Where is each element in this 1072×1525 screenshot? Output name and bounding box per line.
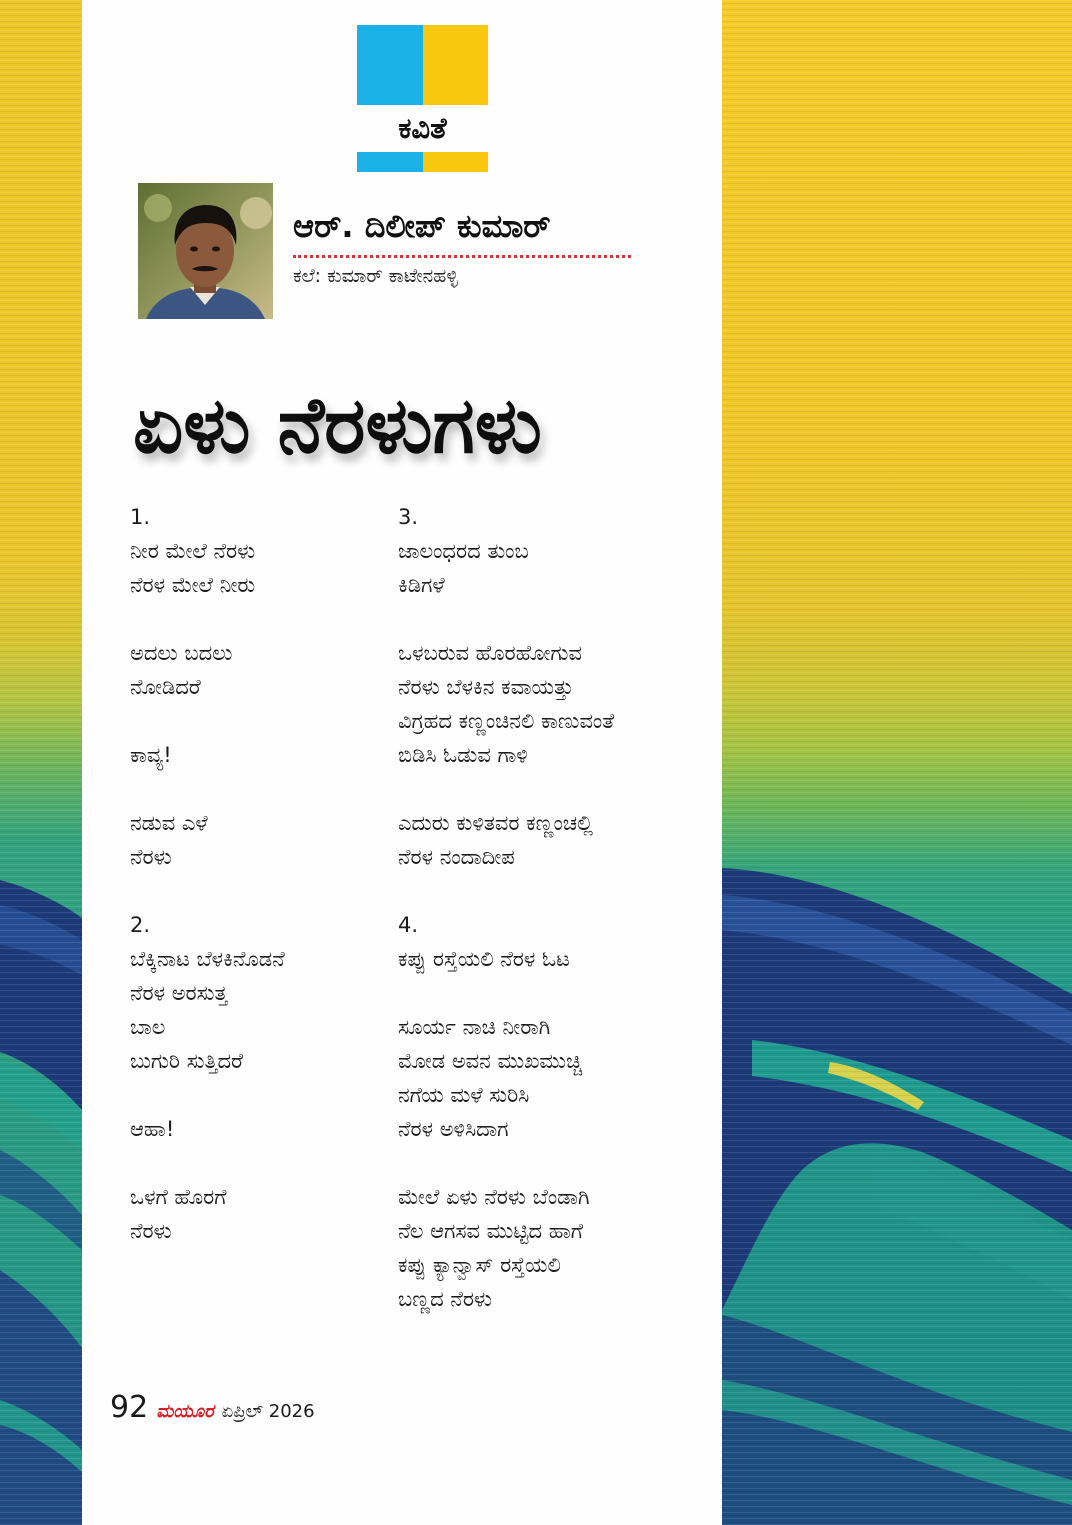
section-number: 2. xyxy=(130,913,151,937)
poem-line: ನೆರಳ ನಂದಾದೀಪ xyxy=(398,845,515,869)
issue-date: ಏಪ್ರಿಲ್ 2026 xyxy=(221,1401,315,1422)
poem-line: ನೀರ ಮೇಲೆ ನೆರಳು xyxy=(130,539,256,563)
section-number: 1. xyxy=(130,505,151,529)
stanza xyxy=(130,738,392,772)
poem-line: ನೆರಳು xyxy=(130,845,172,869)
page-footer xyxy=(110,1390,315,1430)
photo-foliage xyxy=(240,197,272,229)
poem-line: ನಗೆಯ ಮಳೆ ಸುರಿಸಿ xyxy=(398,1083,530,1107)
poem-line: ಆಹಾ! xyxy=(130,1117,175,1141)
poem-line: ನೆರಳ ಅಳಿಸಿದಾಗ xyxy=(398,1117,509,1141)
poem-line: ಕಪ್ಪು ಕ್ಯಾನ್ವಾಸ್ ರಸ್ತೆಯಲಿ xyxy=(398,1253,561,1277)
poem-line: ನೆಲ ಆಗಸವ ಮುಟ್ಟಿದ ಹಾಗೆ xyxy=(398,1219,583,1243)
art-credit: ಕಲೆ: ಕುಮಾರ್ ಕಾಟೇನಹಳ್ಳಿ xyxy=(293,265,458,287)
poem-line: ಜಾಲಂಧರದ ತುಂಬ xyxy=(398,539,529,563)
logo-yellow-bar xyxy=(423,152,489,172)
poem-line: ಬೆಕ್ಕಿನಾಟ ಬೆಳಕಿನೊಡನೆ xyxy=(130,947,285,971)
stanza xyxy=(398,908,708,976)
poem-line: ಸೂರ್ಯ ನಾಚಿ ನೀರಾಗಿ xyxy=(398,1015,551,1039)
poem-section-4 xyxy=(398,908,708,1316)
stanza xyxy=(130,908,392,1078)
author-name: ಆರ್. ದಿಲೀಪ್ ಕುಮಾರ್ xyxy=(293,207,551,245)
canvas-texture xyxy=(0,0,82,1525)
section-number: 4. xyxy=(398,913,419,937)
poem-line: ಬುಗುರಿ ಸುತ್ತಿದರೆ xyxy=(130,1049,243,1073)
stanza xyxy=(130,636,392,704)
stanza xyxy=(130,500,392,602)
photo-eye xyxy=(190,247,198,252)
section-number: 3. xyxy=(398,505,419,529)
poem-line: ನೆರಳ ಮೇಲೆ ನೀರು xyxy=(130,573,256,597)
magazine-name: ಮಯೂರ xyxy=(156,1401,214,1422)
poem-line: ಕಿಡಿಗಳೆ xyxy=(398,573,445,597)
poem-line: ನೋಡಿದರೆ xyxy=(130,675,201,699)
poem-line: ವಿಗ್ರಹದ ಕಣ್ಣಂಚಿನಲಿ ಕಾಣುವಂತೆ xyxy=(398,709,615,733)
section-logo xyxy=(357,25,488,172)
stanza xyxy=(398,1010,708,1146)
poem-line: ಮೇಲೆ ಏಳು ನೆರಳು ಬೆಂಡಾಗಿ xyxy=(398,1185,590,1209)
poem-line: ಒಳಬರುವ ಹೊರಹೋಗುವ xyxy=(398,641,582,665)
name-divider xyxy=(293,255,631,258)
poem-line: ಒಳಗೆ ಹೊರಗೆ xyxy=(130,1185,227,1209)
poem-title: ಏಳು ನೆರಳುಗಳು xyxy=(133,381,542,471)
poem-line: ನೆರಳು ಬೆಳಕಿನ ಕವಾಯತ್ತು xyxy=(398,675,574,699)
painted-artwork-left xyxy=(0,0,82,1525)
poem-column-left xyxy=(130,500,392,1282)
poem-section-1 xyxy=(130,500,392,874)
logo-blue-square xyxy=(357,25,423,105)
poem-line: ಬಣ್ಣದ ನೆರಳು xyxy=(398,1287,493,1311)
poem-line: ಅದಲು ಬದಲು xyxy=(130,641,233,665)
logo-top-block xyxy=(357,25,488,105)
poem-line: ನಡುವ ಎಳೆ xyxy=(130,811,208,835)
stanza xyxy=(130,1112,392,1146)
poem-section-3 xyxy=(398,500,708,874)
stanza xyxy=(130,1180,392,1248)
stanza xyxy=(130,806,392,874)
author-photo xyxy=(138,183,273,319)
poem-line: ನೆರಳ ಅರಸುತ್ತ xyxy=(130,981,228,1005)
poem-line: ಕಪ್ಪು ರಸ್ತೆಯಲಿ ನೆರಳ ಓಟ xyxy=(398,947,570,971)
poem-line: ಬಿಡಿಸಿ ಓಡುವ ಗಾಳಿ xyxy=(398,743,528,767)
stanza xyxy=(398,1180,708,1316)
stanza xyxy=(398,636,708,772)
poem-section-2 xyxy=(130,908,392,1248)
logo-yellow-square xyxy=(423,25,489,105)
poem-line: ಕಾವ್ಯ! xyxy=(130,743,172,767)
poem-line: ಮೋಡ ಅವನ ಮುಖಮುಚ್ಚಿ xyxy=(398,1049,583,1073)
logo-bottom-bar xyxy=(357,152,488,172)
poem-line: ನೆರಳು xyxy=(130,1219,172,1243)
photo-foliage xyxy=(144,194,172,222)
photo-eye xyxy=(212,247,220,252)
canvas-texture xyxy=(722,0,1072,1525)
painted-artwork-right xyxy=(722,0,1072,1525)
section-label: ಕವಿತೆ xyxy=(398,111,447,145)
poem-column-right xyxy=(398,500,708,1350)
poem-line: ಎದುರು ಕುಳಿತವರ ಕಣ್ಣಂಚಲ್ಲಿ xyxy=(398,811,593,835)
stanza xyxy=(398,806,708,874)
logo-blue-bar xyxy=(357,152,423,172)
stanza xyxy=(398,500,708,602)
poem-line: ಬಾಲ xyxy=(130,1015,166,1039)
page-number: 92 xyxy=(110,1390,149,1425)
